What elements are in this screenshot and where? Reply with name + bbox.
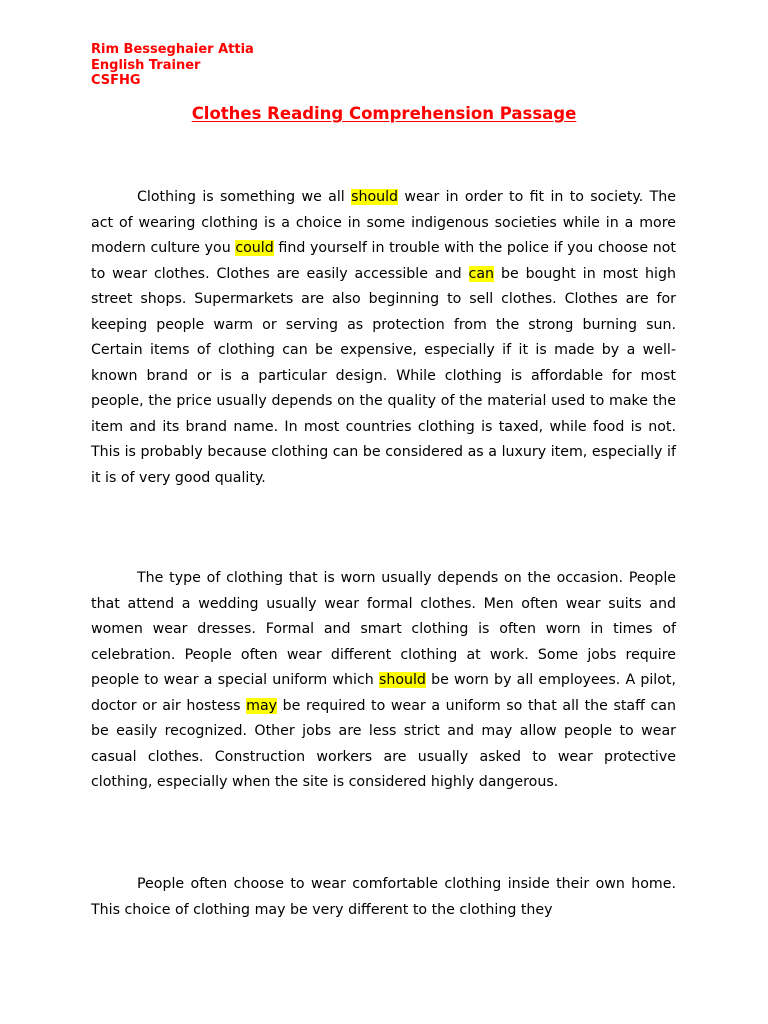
text-segment: be required to wear a uniform so that all the staff can be easily recognized. Other jobs are less strict and may allow people to wear casual clothes. Construction workers are usually asked to wear protective clothing, especially when the site is considered highly dangerous. [91,697,676,790]
paragraph-1 [91,185,676,491]
document-title: Clothes Reading Comprehension Passage [191,104,577,123]
text-segment: Clothing is something we all [137,189,352,205]
highlighted-modal-verb: could [235,240,274,256]
text-segment: be worn by all employees. A pilot, doctor or air hostess [91,672,677,714]
document-header [91,42,254,89]
text-segment: People often choose to wear comfortable clothing inside their own home. This choice of clothing may be very different to the clothing they [91,876,676,918]
text-segment: The type of clothing that is worn usually depends on the occasion. People that attend a wedding usually wear formal clothes. Men often wear suits and women wear dresses. Formal and smart clothing is often worn in times of celebration. People often wear different clothing at work. Some jobs require people to wear a special uniform which [91,570,676,688]
highlighted-modal-verb: should [351,189,399,205]
paragraph-2 [91,566,676,796]
text-segment: wear in order to fit in to society. The act of wearing clothing is a choice in some indigenous societies while in a more modern culture you [91,189,676,256]
highlighted-modal-verb: may [246,697,278,714]
text-segment: find yourself in trouble with the police if you choose not to wear clothes. Clothes are easily accessible and [91,240,676,282]
highlighted-modal-verb: can [468,265,495,282]
organization-name: CSFHG [91,73,141,88]
text-segment: be bought in most high street shops. Supermarkets are also beginning to sell clothes. Clothes are for keeping people warm or serving as protection from the strong burning sun. Certain items of clothing can be expensive, especially if it is made by a well-known brand or is a particular design. While clothing is affordable for most people, the price usually depends on the quality of the material used to make the item and its brand name. In most countries clothing is taxed, while food is not. This is probably because clothing can be considered as a luxury item, especially if it is of very good quality. [91,265,676,486]
author-role: English Trainer [91,57,201,73]
highlighted-modal-verb: should [378,672,426,688]
paragraph-3 [91,872,676,923]
author-name: Rim Besseghaier Attia [91,42,254,57]
